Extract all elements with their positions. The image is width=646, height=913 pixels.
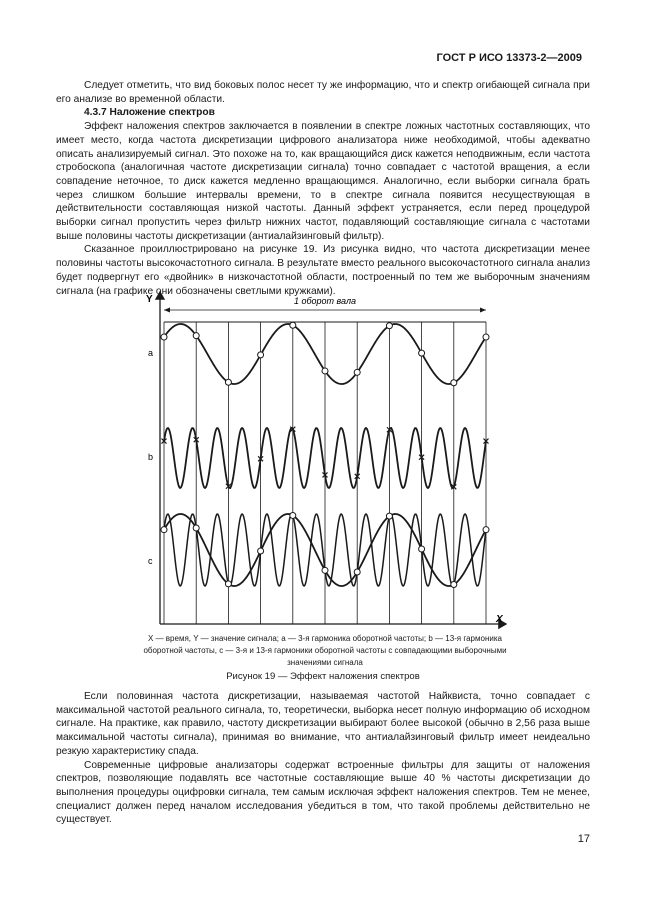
text-block-top	[56, 79, 590, 298]
x-axis-label: X	[496, 614, 503, 625]
figure-caption: X — время, Y — значение сигнала; a — 3-я гармоника оборотной частоты; b — 13-я гармоника оборотной частоты, c — 3-я и 13-я гармоники оборотной частоты с совпадающими выборочными значениями сигнала	[143, 634, 507, 667]
aliasing-figure	[140, 288, 510, 630]
sample-point-marker	[386, 323, 392, 329]
figure-title: Рисунок 19 — Эффект наложения спектров	[226, 671, 420, 682]
sample-point-marker	[258, 548, 264, 554]
page-number: 17	[577, 833, 590, 845]
sample-point-marker	[354, 569, 360, 575]
sample-point-marker	[451, 380, 457, 386]
document-header: ГОСТ Р ИСО 13373-2—2009	[436, 52, 582, 64]
revolution-label: 1 оборот вала	[293, 296, 357, 306]
sample-point-marker	[483, 527, 489, 533]
trace-label-a: a	[148, 348, 154, 358]
trace-label-b: b	[148, 452, 154, 462]
arrow-right-icon	[480, 308, 486, 313]
sample-point-marker	[386, 513, 392, 519]
trace-label-c: c	[148, 556, 153, 566]
paragraph: Эффект наложения спектров заключается в появлении в спектре ложных частотных составляющих, что имеет место, когда частота дискретизации цифрового анализатора ниже необходимой, чтобы адекватно описать анализируемый сигнал. Это похоже на то, как вращающийся диск кажется неподвижным, если частота стробоскопа (аналогичная частоте дискретизации сигнала) точно совпадает с частотой вращения, а если совпадение неточное, то диск кажется медленно вращающимся. Аналогично, если выборки сигнала брать через слишком большие интервалы времени, то в спектре сигнала появится несуществующая в действительности составляющая низкой частоты. Данный эффект устраняется, если перед процедурой выборки сигнал пропустить через фильтр нижних частот, подавляющий составляющие сигнала с частотами выше половины частоты дискретизации (антиалайзинговый фильтр).	[56, 121, 590, 242]
sample-point-marker	[354, 369, 360, 375]
sample-point-marker	[419, 350, 425, 356]
sample-point-marker	[290, 512, 296, 518]
sample-point-marker	[193, 525, 199, 531]
paragraph: Если половинная частота дискретизации, называемая частотой Найквиста, точно совпадает с максимальной частотой реального сигнала, то, теоретически, выборка несет полную информацию об исходном сигнале. На практике, как правило, частоту дискретизации выбирают более высокой (обычно в 2,56 раза выше максимальной частоты сигнала), принимая во внимание, что антиалайзинговый фильтр имеет неидеально резкую характеристику спада.	[56, 691, 590, 757]
y-axis-label: Y	[146, 294, 153, 305]
sample-point-marker	[193, 333, 199, 339]
sample-point-marker	[161, 334, 167, 340]
sample-point-marker	[161, 527, 167, 533]
sample-point-marker	[225, 379, 231, 385]
paragraph: Следует отметить, что вид боковых полос несет ту же информацию, что и спектр огибающей сигнала при его анализе во временной области.	[56, 80, 590, 105]
text-block-bottom	[56, 690, 590, 827]
sample-point-marker	[322, 368, 328, 374]
sample-point-marker	[258, 352, 264, 358]
sample-point-marker	[419, 546, 425, 552]
sample-point-marker	[483, 334, 489, 340]
paragraph: Сказанное проиллюстрировано на рисунке 19. Из рисунка видно, что частота дискретизации менее половины частоты высокочастотного сигнала. В результате вместо реального высокочастотного сигнала анализ будет подвергнут его «двойник» в низкочастотной области, построенный по тем же выборочным значениям сигнала (на графике они обозначены светлыми кружками).	[56, 244, 590, 297]
sample-point-marker	[225, 581, 231, 587]
sample-point-marker	[290, 322, 296, 328]
section-heading: 4.3.7 Наложение спектров	[84, 107, 215, 119]
sample-point-marker	[322, 567, 328, 573]
arrow-left-icon	[164, 308, 170, 313]
sample-point-marker	[451, 582, 457, 588]
paragraph: Современные цифровые анализаторы содержат встроенные фильтры для защиты от наложения спектров, позволяющие подавлять все частотные составляющие выше 40 % частоты дискретизации до выполнения процедуры оцифровки сигнала, тем самым исключая эффект наложения спектров. Тем не менее, специалист должен перед началом исследования убедиться в том, что такой проблемы действительно не существует.	[56, 759, 590, 826]
